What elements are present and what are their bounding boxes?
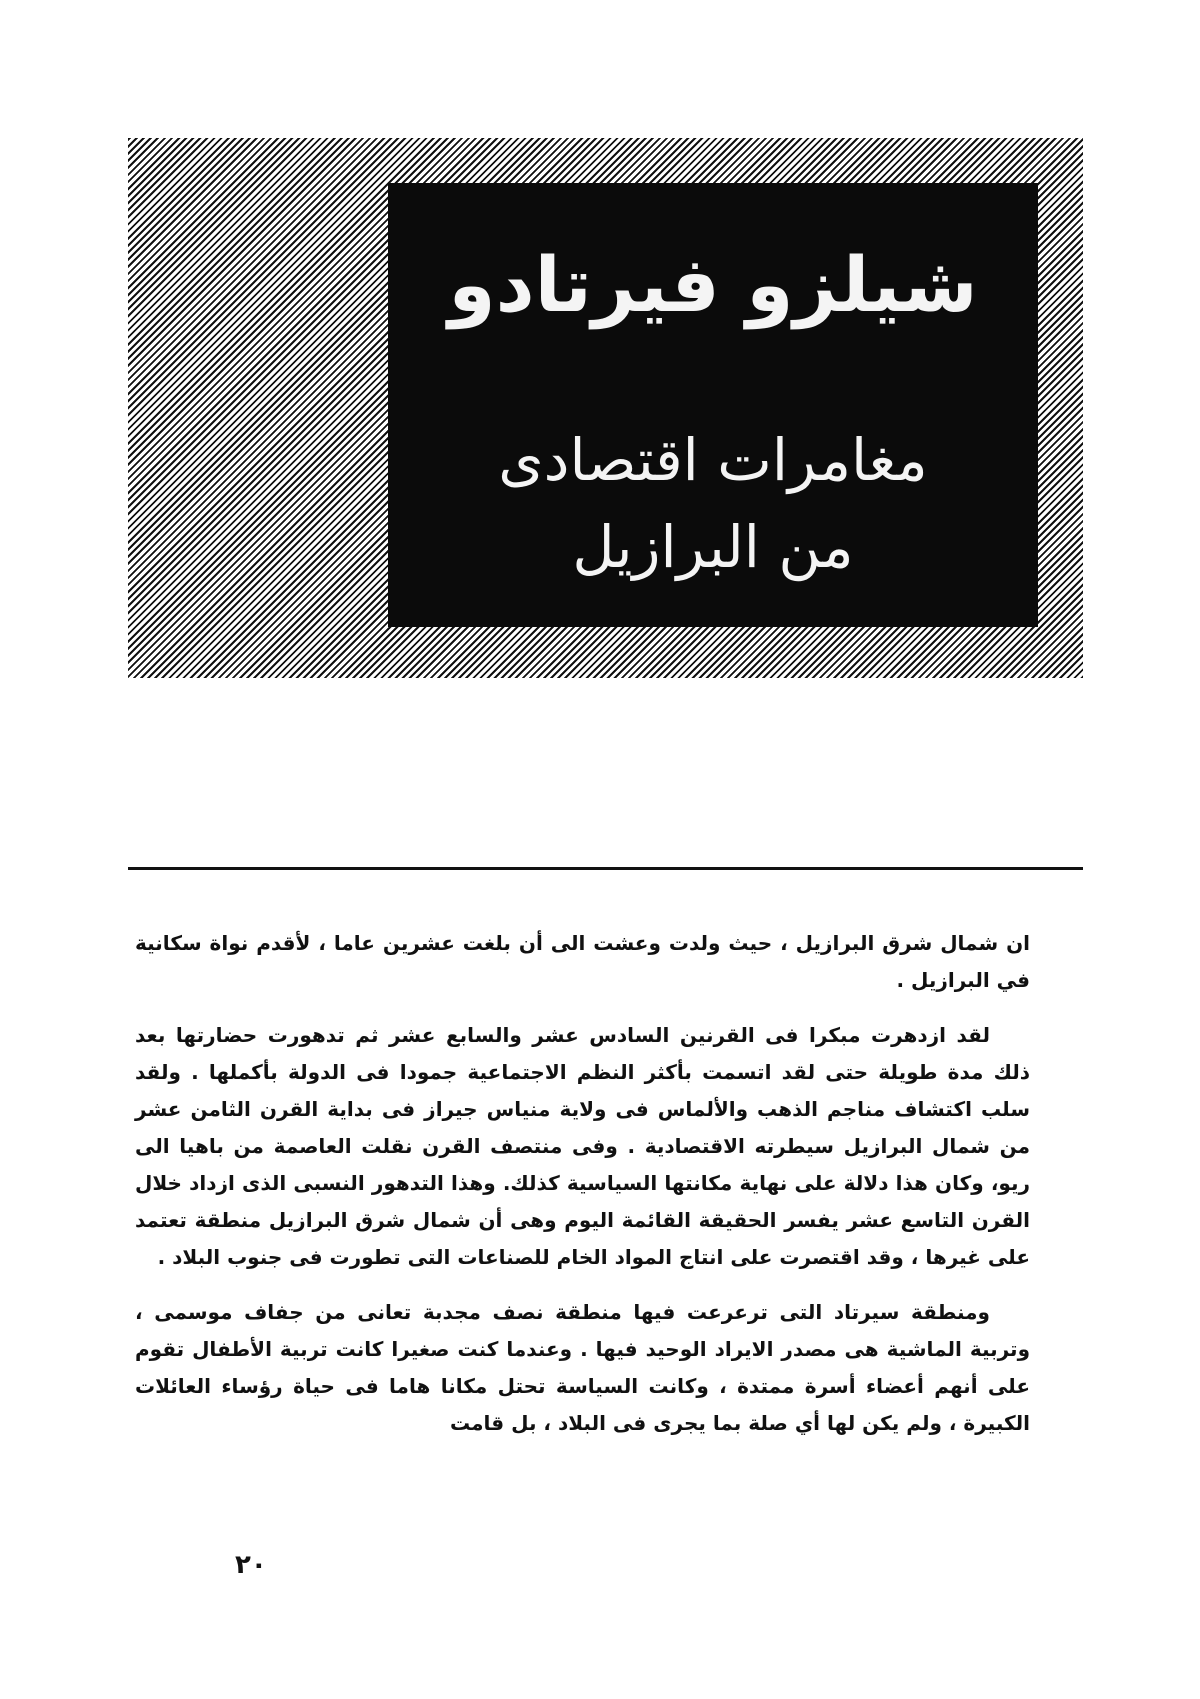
paragraph-1: ان شمال شرق البرازيل ، حيث ولدت وعشت الى أن بلغت عشرين عاما ، لأقدم نواة سكانية في البرازيل . bbox=[135, 931, 1030, 992]
author-name: شيلزو فيرتادو bbox=[448, 240, 978, 329]
book-title bbox=[428, 417, 998, 591]
body-text bbox=[135, 925, 1030, 1460]
page-number: ٢٠ bbox=[235, 1550, 267, 1580]
paragraph-2: لقد ازدهرت مبكرا فى القرنين السادس عشر والسابع عشر ثم تدهورت حضارتها بعد ذلك مدة طويلة حتى لقد اتسمت بأكثر النظم الاجتماعية جمودا فى الدولة بأكملها . ولقد سلب اكتشاف مناجم الذهب والألماس فى ولاية منياس جيراز فى بداية القرن الثامن عشر من شمال البرازيل سيطرته الاقتصادية . وفى منتصف القرن نقلت العاصمة من باهيا الى ريو، وكان هذا دلالة على نهاية مكانتها السياسية كذلك. وهذا التدهور النسبى الذى ازداد خلال القرن التاسع عشر يفسر الحقيقة القائمة اليوم وهى أن شمال شرق البرازيل منطقة تعتمد على غيرها ، وقد اقتصرت على انتاج المواد الخام للصناعات التى تطورت فى جنوب البلاد . bbox=[135, 1023, 1030, 1269]
paragraph-3: ومنطقة سيرتاد التى ترعرعت فيها منطقة نصف مجدبة تعانى من جفاف موسمى ، وتربية الماشية هى مصدر الايراد الوحيد فيها . وعندما كنت صغيرا كانت تربية الأطفال تقوم على أنهم أعضاء أسرة ممتدة ، وكانت السياسة تحتل مكانا هاما فى حياة رؤساء العائلات الكبيرة ، ولم يكن لها أي صلة بما يجرى فى البلاد ، بل قامت bbox=[135, 1300, 1030, 1435]
book-title-line-1: مغامرات اقتصادى bbox=[498, 425, 928, 494]
title-panel bbox=[388, 183, 1038, 627]
book-title-line-2: من البرازيل bbox=[572, 512, 854, 581]
section-divider bbox=[128, 867, 1083, 870]
